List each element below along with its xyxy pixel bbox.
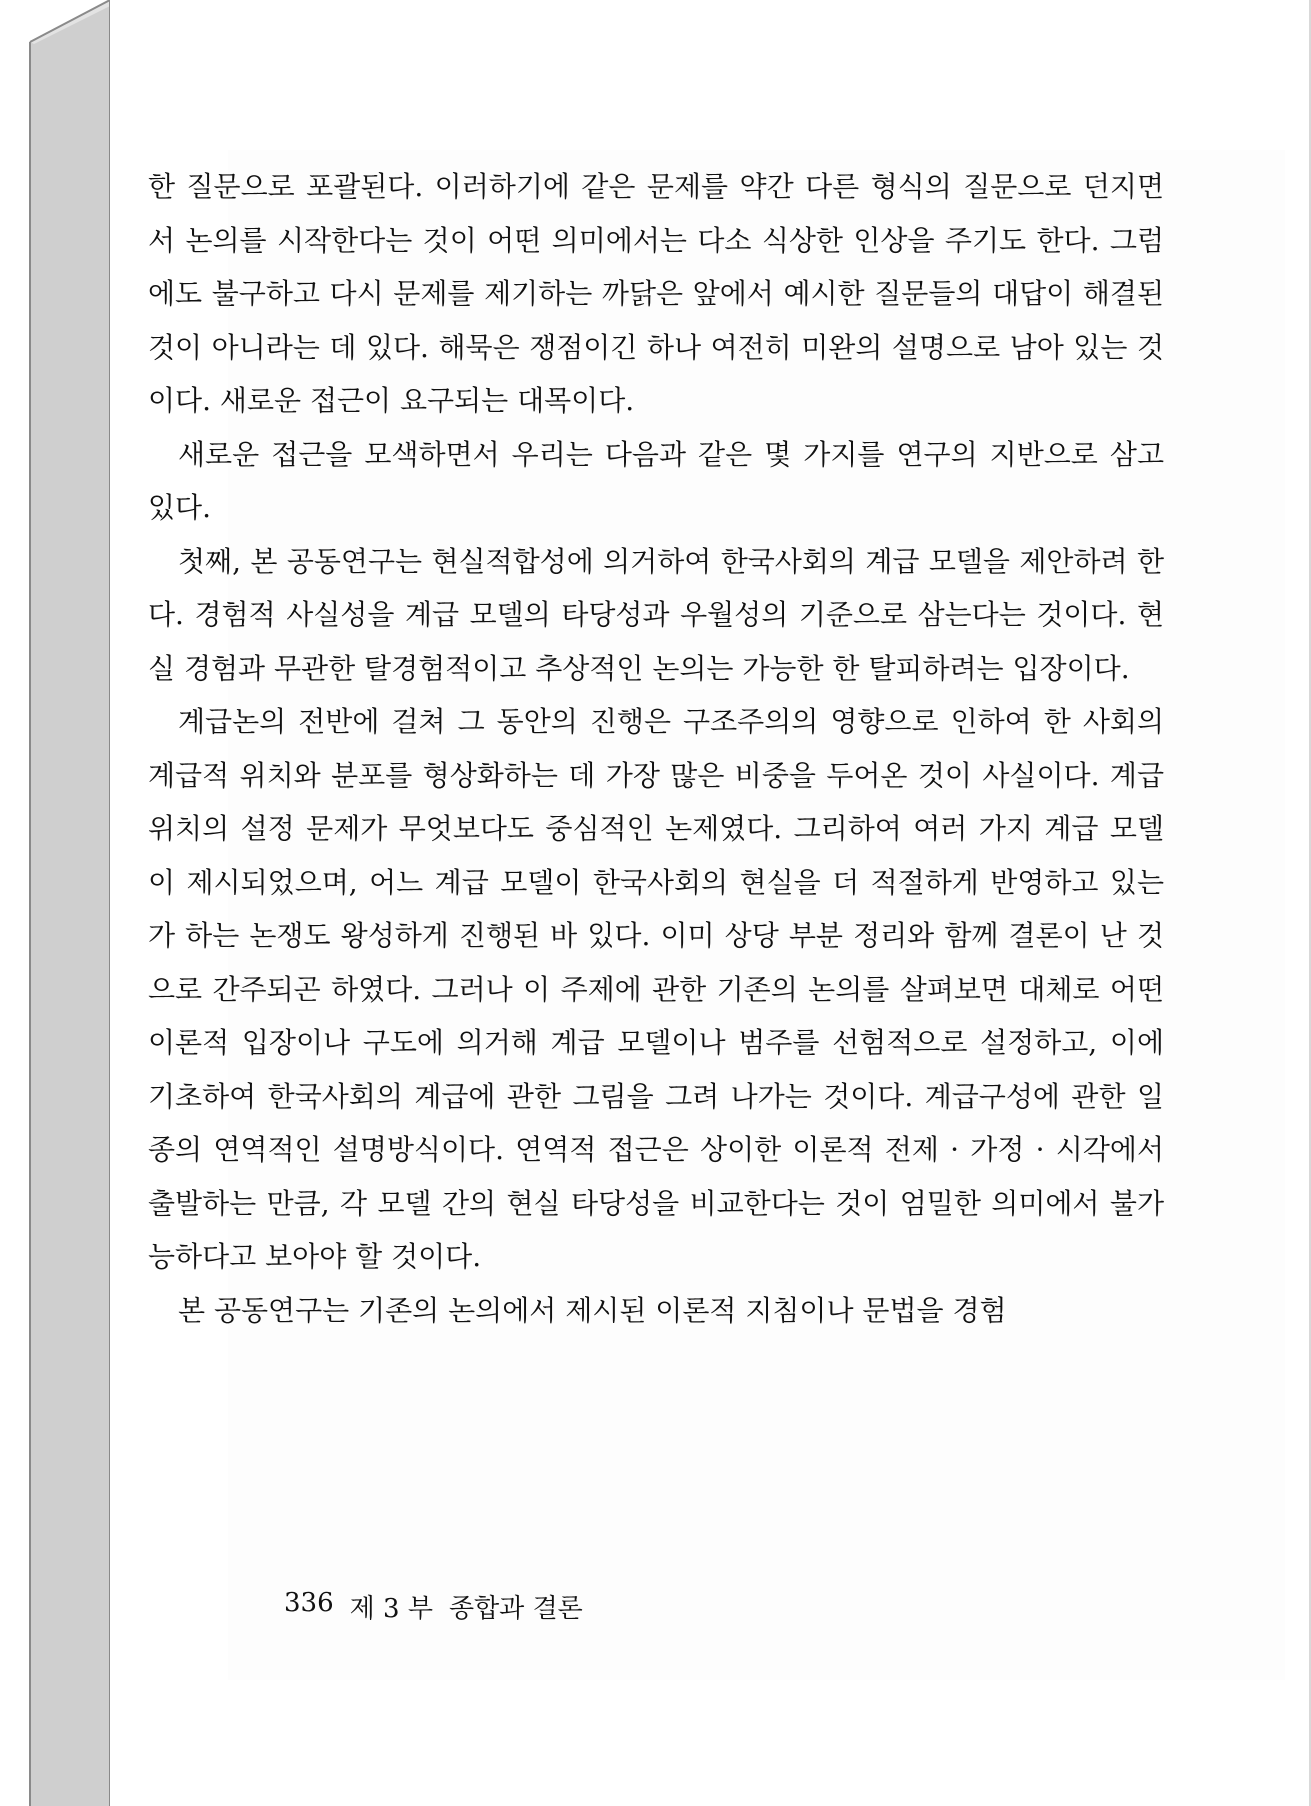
paragraph: 계급논의 전반에 걸쳐 그 동안의 진행은 구조주의의 영향으로 인하여 한 사회의 계급적 위치와 분포를 형상화하는 데 가장 많은 비중을 두어온 것이 사실이다. 계급위치의 설정 문제가 무엇보다도 중심적인 논제였다. 그리하여 여러 가지 계급 모델이 제시되었으며, 어느 계급 모델이 한국사회의 현실을 더 적절하게 반영하고 있는가 하는 논쟁도 왕성하게 진행된 바 있다. 이미 상당 부분 정리와 함께 결론이 난 것으로 간주되곤 하였다. 그러나 이 주제에 관한 기존의 논의를 살펴보면 대체로 어떤 이론적 입장이나 구도에 의거해 계급 모델이나 범주를 선험적으로 설정하고, 이에 기초하여 한국사회의 계급에 관한 그림을 그려 나가는 것이다. 계급구성에 관한 일종의 연역적인 설명방식이다. 연역적 접근은 상이한 이론적 전제 · 가정 · 시각에서 출발하는 만큼, 각 모델 간의 현실 타당성을 비교한다는 것이 엄밀한 의미에서 불가능하다고 보아야 할 것이다.	[148, 705, 1164, 1273]
body-text	[148, 160, 1164, 1337]
paragraph: 본 공동연구는 기존의 논의에서 제시된 이론적 지침이나 문법을 경험	[178, 1293, 1007, 1327]
paragraph: 첫째, 본 공동연구는 현실적합성에 의거하여 한국사회의 계급 모델을 제안하려 한다. 경험적 사실성을 계급 모델의 타당성과 우월성의 기준으로 삼는다는 것이다. 현실 경험과 무관한 탈경험적이고 추상적인 논의는 가능한 한 탈피하려는 입장이다.	[148, 544, 1164, 685]
paragraph: 새로운 접근을 모색하면서 우리는 다음과 같은 몇 가지를 연구의 지반으로 삼고 있다.	[148, 437, 1164, 524]
part-label: 제 3 부	[349, 1594, 433, 1624]
book-spine	[0, 0, 112, 1806]
page-number: 336	[284, 1588, 334, 1618]
paragraph: 한 질문으로 포괄된다. 이러하기에 같은 문제를 약간 다른 형식의 질문으로 던지면서 논의를 시작한다는 것이 어떤 의미에서는 다소 식상한 인상을 주기도 한다. 그럼에도 불구하고 다시 문제를 제기하는 까닭은 앞에서 예시한 질문들의 대답이 해결된 것이 아니라는 데 있다. 해묵은 쟁점이긴 하나 여전히 미완의 설명으로 남아 있는 것이다. 새로운 접근이 요구되는 대목이다.	[148, 170, 1164, 417]
section-title: 종합과 결론	[448, 1594, 583, 1624]
page-footer	[284, 1588, 583, 1625]
